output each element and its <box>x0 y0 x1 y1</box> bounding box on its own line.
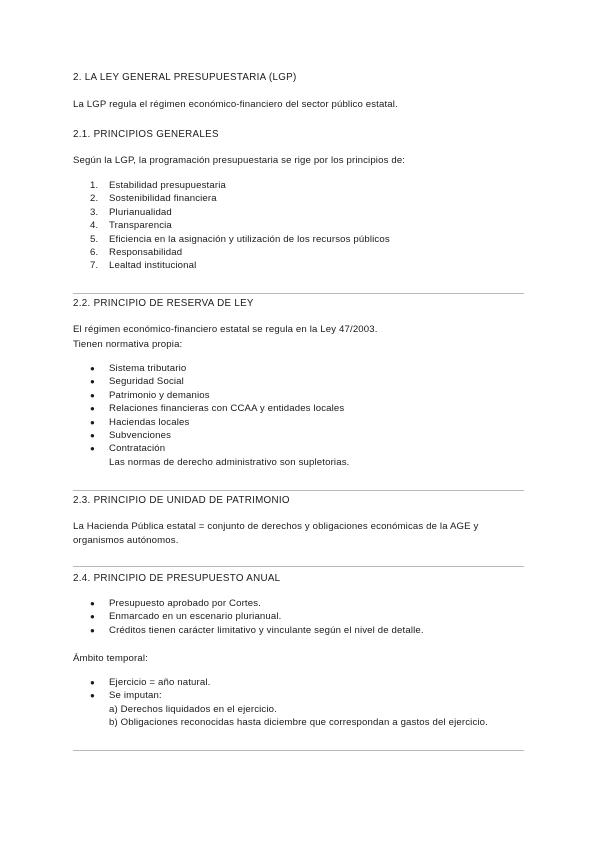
list-number: 6. <box>90 246 99 258</box>
supletorias-note: Las normas de derecho administrativo son supletorias. <box>109 457 350 468</box>
bullet-icon: ● <box>90 625 95 635</box>
bullet-icon: ● <box>90 364 95 373</box>
list-item-text: Contratación <box>109 443 166 455</box>
list-item-text: Eficiencia en la asignación y utilización de los recursos públicos <box>109 233 390 245</box>
section-2-2-line-1: El régimen económico-financiero estatal se regula en la Ley 47/2003. <box>73 324 378 335</box>
section-2-3-line-2: organismos autónomos. <box>73 535 179 546</box>
list-item-text: Relaciones financieras con CCAA y entidades locales <box>109 403 345 415</box>
section-2-3-title: 2.3. PRINCIPIO DE UNIDAD DE PATRIMONIO <box>73 495 290 506</box>
list-item-text: Seguridad Social <box>109 376 184 388</box>
section-divider <box>73 293 524 294</box>
list-item-text: Patrimonio y demanios <box>109 389 210 401</box>
sub-item-b: b) Obligaciones reconocidas hasta diciembre que correspondan a gastos del ejercicio. <box>109 717 488 728</box>
ambito-temporal-label: Ámbito temporal: <box>73 653 148 664</box>
bullet-icon: ● <box>90 417 95 427</box>
list-item-text: Subvenciones <box>109 429 172 441</box>
list-item-text: Ejercicio = año natural. <box>109 677 211 688</box>
list-item-text: Responsabilidad <box>109 246 183 258</box>
section-2-1-intro: Según la LGP, la programación presupuestaria se rige por los principios de: <box>73 155 406 166</box>
list-item-text: Haciendas locales <box>109 416 190 428</box>
list-item-text: Sostenibilidad financiera <box>109 193 217 205</box>
list-number: 2. <box>90 193 99 205</box>
section-2-2-title: 2.2. PRINCIPIO DE RESERVA DE LEY <box>73 298 254 309</box>
bullet-icon: ● <box>90 691 95 701</box>
list-item-text: Se imputan: <box>109 690 162 702</box>
section-2-1-title: 2.1. PRINCIPIOS GENERALES <box>73 129 219 140</box>
list-item-text: Plurianualidad <box>109 206 172 218</box>
bullet-icon: ● <box>90 599 95 608</box>
list-number: 5. <box>90 233 99 245</box>
section-2-intro: La LGP regula el régimen económico-financiero del sector público estatal. <box>73 99 398 110</box>
list-item-text: Sistema tributario <box>109 363 187 374</box>
list-number: 4. <box>90 220 99 232</box>
bullet-icon: ● <box>90 390 95 400</box>
list-item-text: Créditos tienen carácter limitativo y vinculante según el nivel de detalle. <box>109 624 424 636</box>
section-2-4-title: 2.4. PRINCIPIO DE PRESUPUESTO ANUAL <box>73 573 281 584</box>
section-divider <box>73 566 524 567</box>
list-number: 7. <box>90 260 99 272</box>
bullet-icon: ● <box>90 444 95 454</box>
list-number: 1. <box>90 180 99 191</box>
bullet-icon: ● <box>90 430 95 440</box>
section-divider <box>73 750 524 751</box>
bullet-icon: ● <box>90 678 95 687</box>
section-2-title: 2. LA LEY GENERAL PRESUPUESTARIA (LGP) <box>73 72 297 83</box>
bullet-icon: ● <box>90 377 95 387</box>
list-number: 3. <box>90 206 99 218</box>
sub-item-a: a) Derechos liquidados en el ejercicio. <box>109 704 277 715</box>
section-2-2-line-2: Tienen normativa propia: <box>73 339 183 350</box>
bullet-icon: ● <box>90 404 95 414</box>
list-item-text: Estabilidad presupuestaria <box>109 180 226 191</box>
list-item-text: Enmarcado en un escenario plurianual. <box>109 611 282 623</box>
section-2-3-line-1: La Hacienda Pública estatal = conjunto de derechos y obligaciones económicas de la AGE y <box>73 521 479 532</box>
list-item-text: Lealtad institucional <box>109 260 197 272</box>
list-item-text: Transparencia <box>109 220 172 232</box>
bullet-icon: ● <box>90 612 95 622</box>
list-item-text: Presupuesto aprobado por Cortes. <box>109 598 261 609</box>
section-divider <box>73 490 524 491</box>
